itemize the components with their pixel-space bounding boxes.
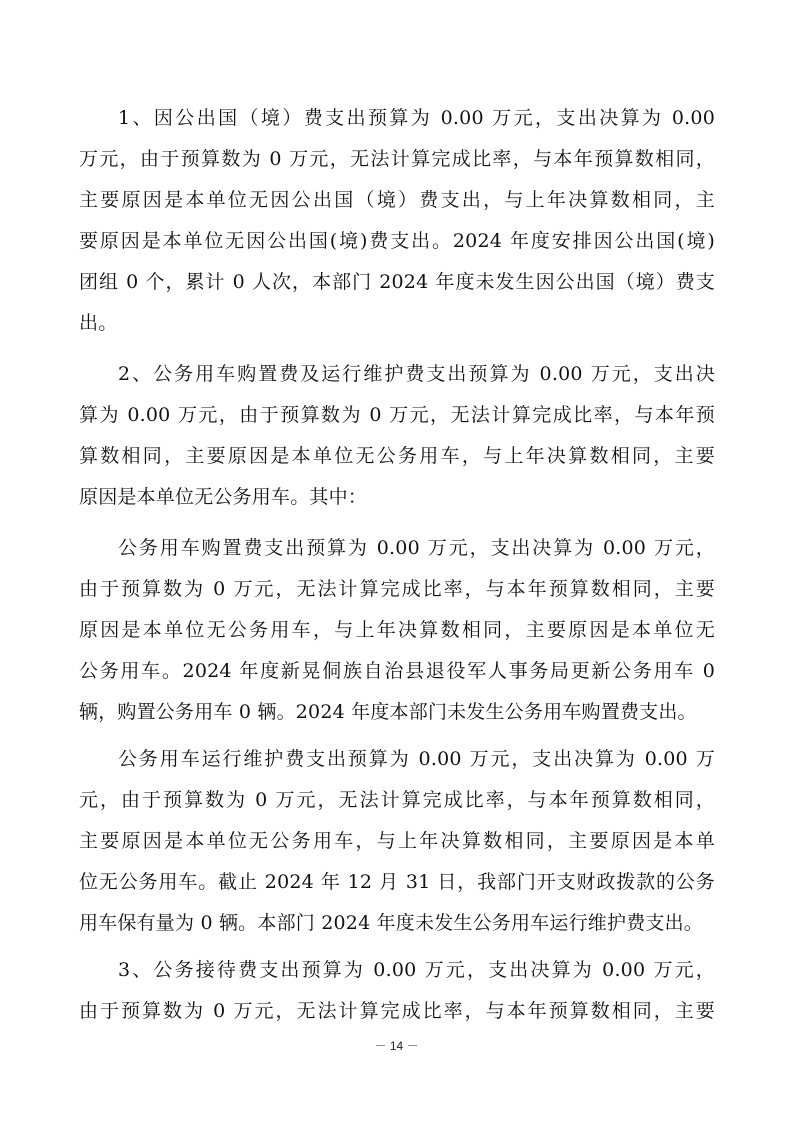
- text-line: 元，由于预算数为 0 万元，无法计算完成比率，与本年预算数相同，: [79, 789, 715, 811]
- text-line: 主要原因是本单位无公务用车，与上年决算数相同，主要原因是本单: [79, 830, 715, 852]
- text-line: 原因是本单位无公务用车。其中：: [79, 486, 368, 508]
- text-line: 公务用车运行维护费支出预算为 0.00 万元，支出决算为 0.00 万: [118, 748, 715, 770]
- text-line: 用车保有量为 0 辆。本部门 2024 年度未发生公务用车运行维护费支出。: [79, 912, 704, 934]
- text-line: 1、因公出国（境）费支出预算为 0.00 万元，支出决算为 0.00: [118, 107, 715, 129]
- text-line: 辆，购置公务用车 0 辆。2024 年度本部门未发生公务用车购置费支出。: [79, 701, 697, 723]
- text-line: 公务用车。2024 年度新晃侗族自治县退役军人事务局更新公务用车 0: [79, 660, 715, 682]
- text-line: 2、公务用车购置费及运行维护费支出预算为 0.00 万元，支出决: [118, 363, 715, 385]
- text-line: 由于预算数为 0 万元，无法计算完成比率，与本年预算数相同，主要: [79, 578, 715, 600]
- text-line: 由于预算数为 0 万元，无法计算完成比率，与本年预算数相同，主要: [79, 1000, 715, 1022]
- text-line: 万元，由于预算数为 0 万元，无法计算完成比率，与本年预算数相同，: [79, 148, 715, 170]
- text-line: 要原因是本单位无因公出国(境)费支出。2024 年度安排因公出国(境): [79, 230, 715, 252]
- text-line: 3、公务接待费支出预算为 0.00 万元，支出决算为 0.00 万元，: [118, 959, 715, 981]
- text-line: 位无公务用车。截止 2024 年 12 月 31 日，我部门开支财政拨款的公务: [79, 871, 715, 893]
- text-line: 公务用车购置费支出预算为 0.00 万元，支出决算为 0.00 万元，: [118, 537, 715, 559]
- text-line: 出。: [79, 312, 118, 334]
- text-line: 主要原因是本单位无因公出国（境）费支出，与上年决算数相同，主: [79, 189, 715, 211]
- text-line: 原因是本单位无公务用车，与上年决算数相同，主要原因是本单位无: [79, 619, 715, 641]
- text-line: 算为 0.00 万元，由于预算数为 0 万元，无法计算完成比率，与本年预: [79, 404, 715, 426]
- page-number: － 14 －: [374, 1039, 419, 1053]
- text-line: 团组 0 个，累计 0 人次，本部门 2024 年度未发生因公出国（境）费支: [79, 271, 715, 293]
- text-line: 算数相同，主要原因是本单位无公务用车，与上年决算数相同，主要: [79, 445, 715, 467]
